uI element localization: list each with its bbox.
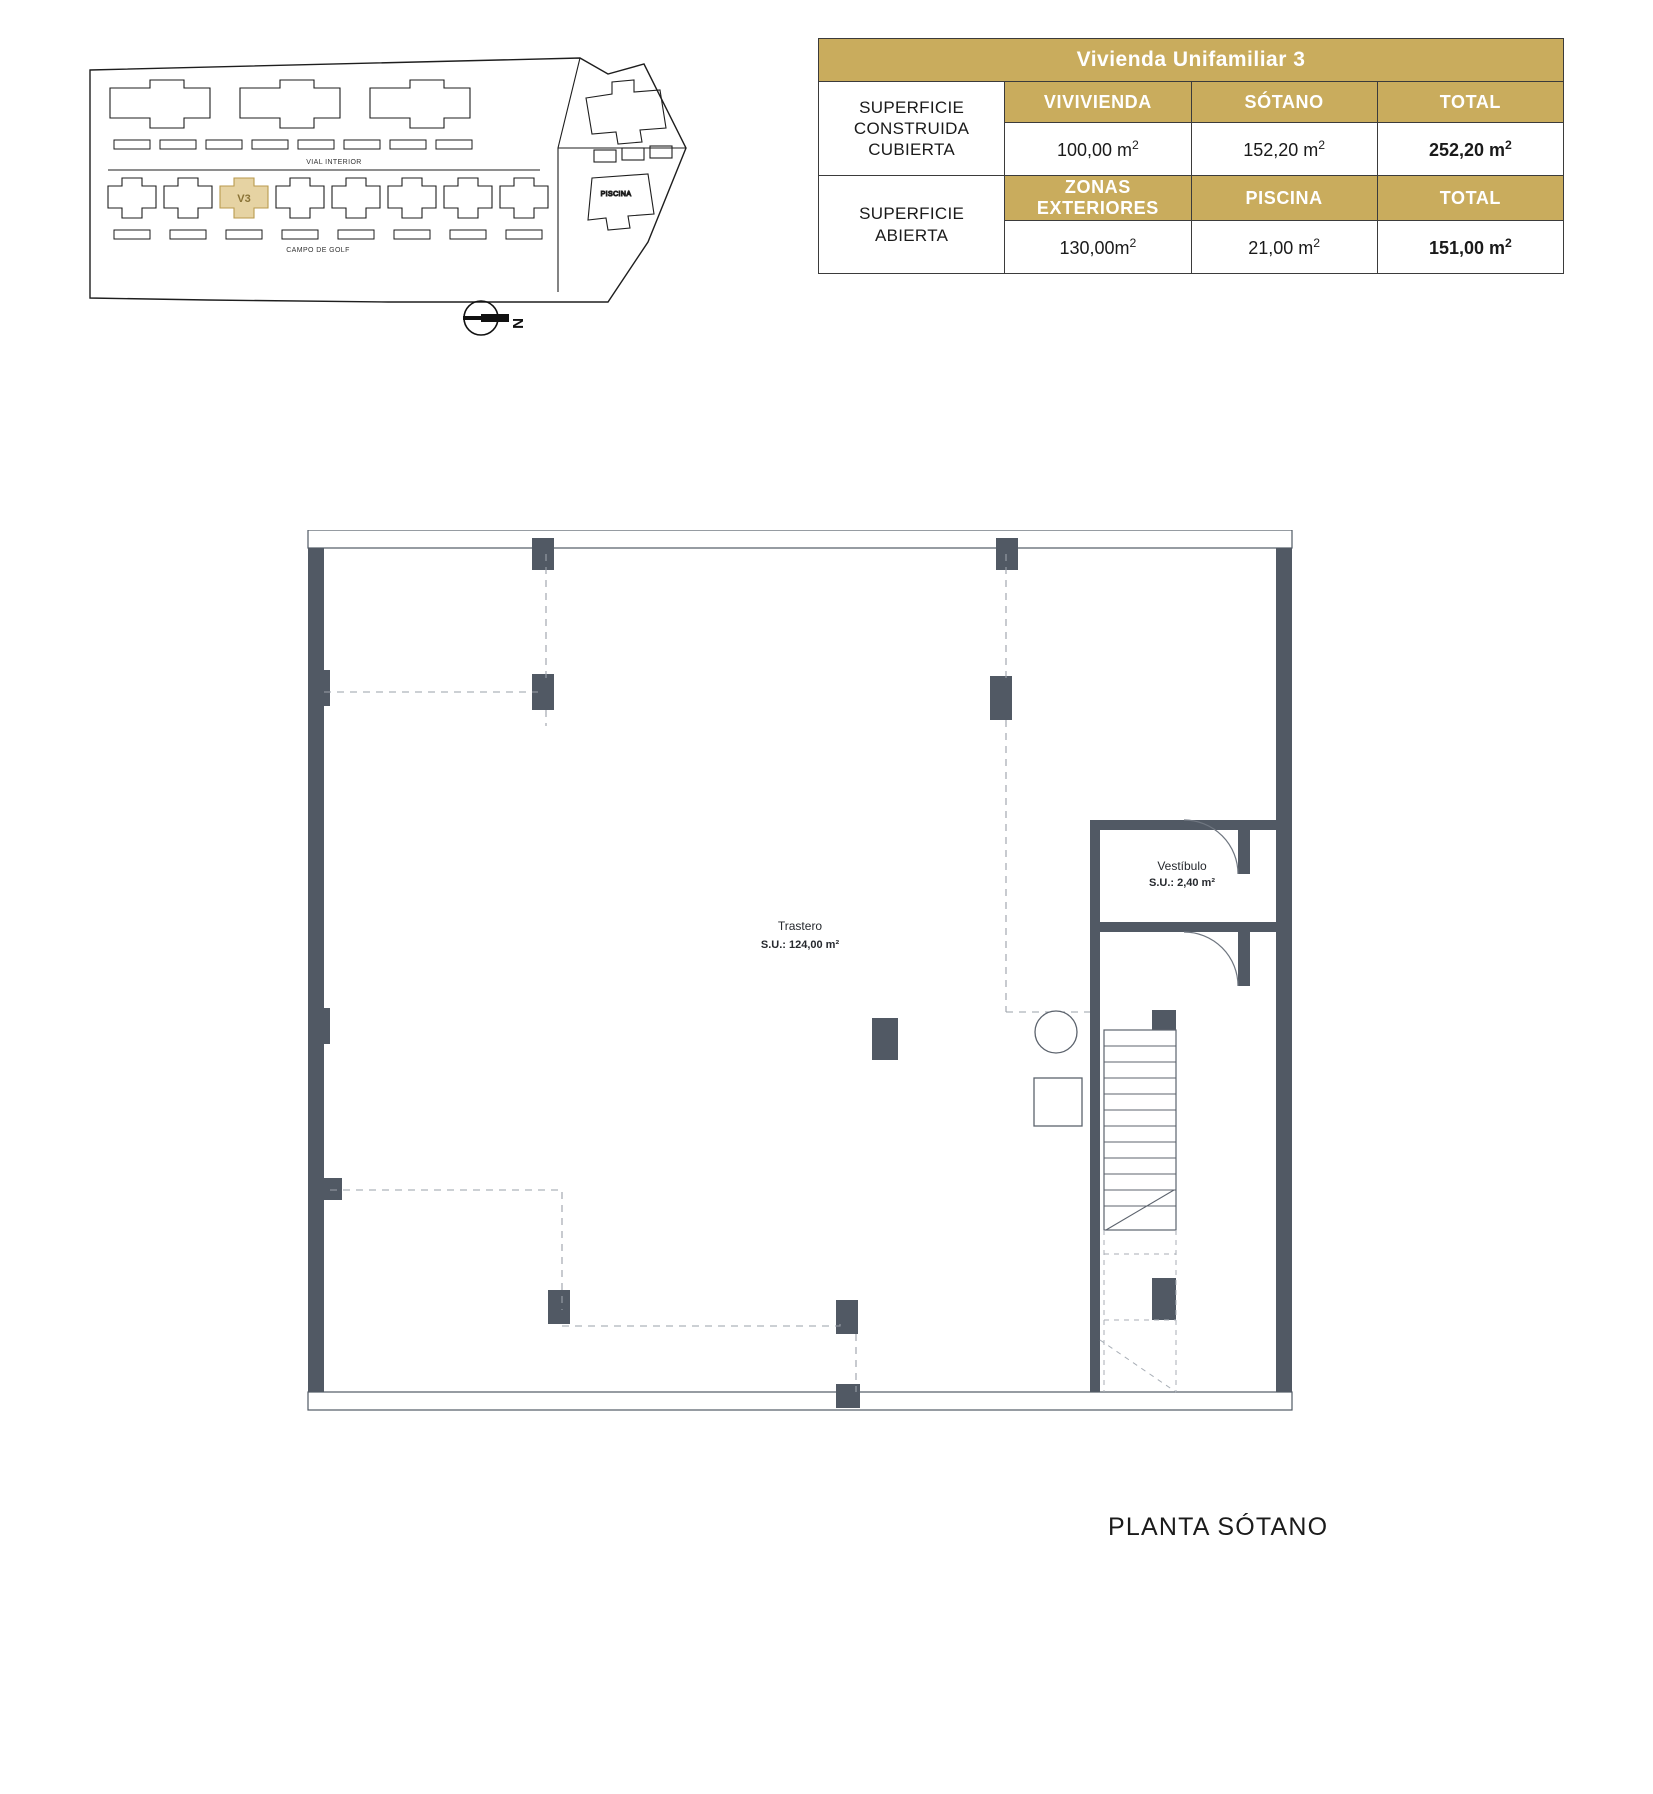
area-table-header-sotano: SÓTANO: [1191, 82, 1377, 123]
structural-columns: [312, 538, 1176, 1408]
site-terraces-top: [114, 140, 472, 149]
wall-bottom-hatched: [308, 1392, 1292, 1410]
wall-right: [1276, 548, 1292, 1392]
basement-floor-plan: [300, 530, 1370, 1420]
wall-top-hatched: [308, 530, 1292, 548]
area-table-value-zonas-exteriores: [1005, 221, 1191, 274]
site-villas-top-row: [110, 80, 470, 128]
area-table-value-sotano: [1191, 123, 1377, 176]
room-label-vestibulo: Vestíbulo: [1157, 859, 1207, 873]
north-letter: N: [509, 318, 526, 329]
area-table-title: Vivienda Unifamiliar 3: [819, 39, 1564, 82]
wall-interior-vertical: [1090, 820, 1100, 1392]
area-table: [818, 38, 1564, 274]
room-label-trastero: Trastero: [777, 919, 823, 933]
area-table-header-zonas-exteriores: ZONAS EXTERIORES: [1005, 176, 1191, 221]
area-table-header-row-1: [819, 82, 1564, 123]
site-terraces-bottom: [114, 230, 542, 239]
area-table-header-vivivienda: VIVIVIENDA: [1005, 82, 1191, 123]
area-value-unit: 2: [1505, 235, 1512, 250]
area-value-text: 130,00m: [1059, 237, 1130, 258]
area-value-text: 151,00 m: [1428, 237, 1505, 258]
site-right-blocks: [586, 80, 672, 230]
area-table-header-row-2: [819, 176, 1564, 221]
bathroom-fixtures: [1034, 1011, 1082, 1126]
area-table-value-piscina: [1191, 221, 1377, 274]
area-table-rowlabel-open: SUPERFICIE ABIERTA: [819, 176, 1005, 274]
room-area-trastero: S.U.: 124,00 m²: [760, 939, 840, 951]
area-value-unit: 2: [1129, 235, 1137, 250]
area-value-text: 100,00 m: [1056, 139, 1132, 160]
area-table-header-total-1: TOTAL: [1377, 82, 1563, 123]
area-value-unit: 2: [1505, 137, 1512, 152]
site-plot-outline: [90, 58, 686, 302]
site-highlighted-plot: [220, 178, 268, 218]
area-table-rowlabel-built: SUPERFICIE CONSTRUIDA CUBIERTA: [819, 82, 1005, 176]
area-value-unit: 2: [1318, 137, 1326, 152]
area-value-text: 252,20 m: [1428, 139, 1505, 160]
site-label-pool: PISCINA: [600, 191, 632, 198]
site-label-inner-road: VIAL INTERIOR: [306, 159, 362, 166]
area-value-text: 21,00 m: [1248, 237, 1314, 258]
area-table-value-total-2: [1377, 221, 1563, 274]
room-area-vestibulo: S.U.: 2,40 m²: [1148, 877, 1216, 889]
door-swings: [1184, 820, 1250, 986]
site-key-plan: [88, 52, 688, 312]
area-table-header-total-2: TOTAL: [1377, 176, 1563, 221]
area-table-title-row: [819, 39, 1564, 82]
area-table-header-piscina: PISCINA: [1191, 176, 1377, 221]
site-villas-bottom-row: [108, 178, 548, 218]
staircase: [1100, 1030, 1176, 1392]
area-value-unit: 2: [1313, 235, 1321, 250]
site-label-golf-course: CAMPO DE GOLF: [286, 247, 350, 254]
dashed-layout-lines: [324, 554, 1090, 1392]
area-table-value-vivivienda: [1005, 123, 1191, 176]
wall-vestibule-bottom: [1090, 922, 1276, 932]
north-arrow: [455, 290, 575, 350]
site-plot-label-v3: V3: [237, 193, 251, 205]
plan-caption: PLANTA SÓTANO: [1108, 1513, 1329, 1541]
area-value-unit: 2: [1132, 137, 1139, 152]
area-table-value-total-1: [1377, 123, 1563, 176]
area-value-text: 152,20 m: [1243, 139, 1319, 160]
